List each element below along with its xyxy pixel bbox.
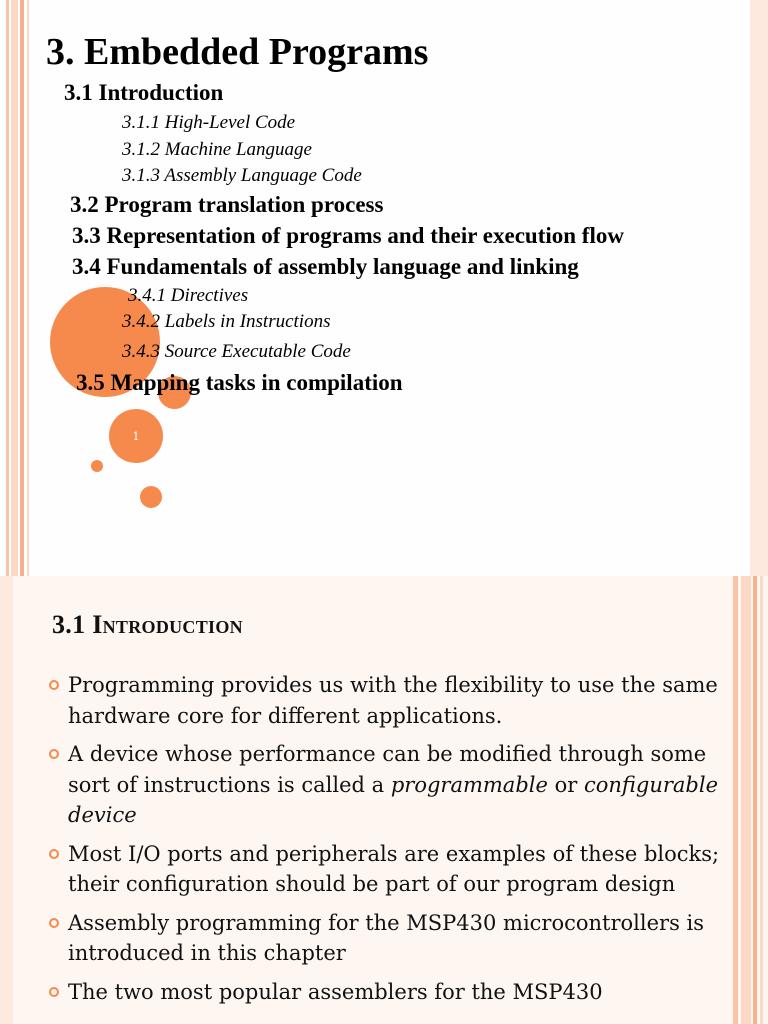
decor-stripe [0, 576, 13, 1024]
bullet-text: The two most popular assemblers for the MSP430 [68, 979, 603, 1004]
bullet-text: A device whose performance can be modified through some sort of instructions is called a [68, 742, 707, 797]
toc-subitem: 3.1.3 Assembly Language Code [122, 165, 362, 186]
decor-stripe [6, 0, 9, 576]
decor-stripe [750, 0, 768, 576]
bullet-ring-icon [49, 918, 59, 928]
page-number: 1 [132, 429, 140, 443]
bullet-item [48, 977, 728, 1008]
emphasis-term: programmable [390, 772, 548, 797]
decor-stripe [27, 0, 29, 576]
bullet-ring-icon [49, 680, 59, 690]
decor-stripe [20, 0, 24, 576]
bullet-ring-icon [49, 987, 59, 997]
bullet-list [48, 670, 728, 1015]
toc-item: 3.5 Mapping tasks in compilation [76, 370, 403, 395]
decor-stripe [733, 576, 738, 1024]
slide-2 [0, 576, 768, 1024]
slide-title: 3.1 Introduction [52, 610, 243, 639]
toc-item: 3.4 Fundamentals of assembly language and linking [72, 254, 579, 279]
toc-item: 3.1 Introduction [64, 80, 224, 105]
toc-subitem: 3.4.2 Labels in Instructions [122, 311, 331, 332]
bullet-ring-icon [49, 849, 59, 859]
toc-item: 3.2 Program translation process [70, 192, 384, 217]
decor-stripe [11, 0, 18, 576]
toc-subitem: 3.1.1 High-Level Code [122, 112, 296, 133]
bullet-text: Most I/O ports and peripherals are examples of these blocks; their configuration should be part of our program design [68, 841, 720, 896]
decor-stripe [760, 576, 763, 1024]
decor-circle [140, 486, 162, 508]
decor-circle [91, 460, 103, 472]
toc-subitem: 3.4.3 Source Executable Code [122, 341, 351, 362]
emphasis-term: configurable device [68, 772, 719, 827]
slide-title: 3. Embedded Programs [46, 31, 429, 73]
bullet-text: Assembly programming for the MSP430 microcontrollers is introduced in this chapter [68, 910, 705, 965]
bullet-item [48, 839, 728, 900]
bullet-item [48, 739, 728, 831]
bullet-ring-icon [49, 749, 59, 759]
bullet-text: Programming provides us with the flexibility to use the same hardware core for different applications. [68, 673, 718, 728]
bullet-text: or [547, 772, 584, 797]
bullet-item [48, 670, 728, 731]
bullet-item [48, 908, 728, 969]
page-number-badge [109, 409, 163, 463]
decor-stripe [741, 576, 751, 1024]
toc-subitem: 3.4.1 Directives [128, 285, 249, 306]
toc-subitem: 3.1.2 Machine Language [122, 139, 312, 160]
toc-item: 3.3 Representation of programs and their execution flow [72, 223, 624, 248]
decor-stripe [753, 576, 757, 1024]
